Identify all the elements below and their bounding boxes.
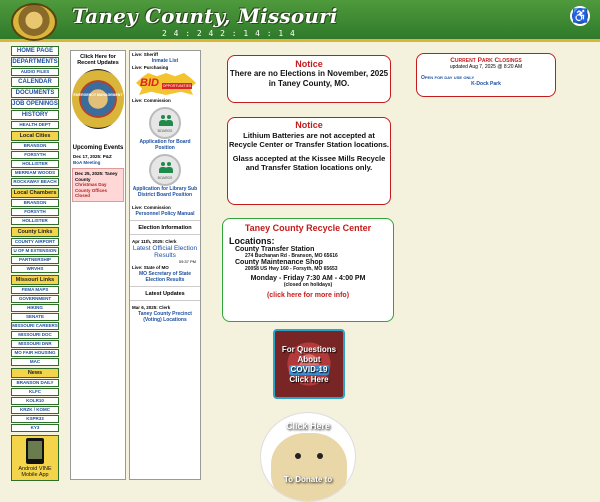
sheriff-label: Live: Sheriff [132,52,159,57]
recycle-hours: Monday - Friday 7:30 AM - 4:00 PM [250,275,366,282]
missouri-link[interactable]: MISSOURI DOC [11,331,59,339]
site-header [0,0,600,42]
site-title[interactable]: Taney County, Missouri [72,4,338,28]
event-item[interactable] [72,168,124,202]
city-link[interactable]: FORSYTH [11,151,59,159]
chamber-link[interactable]: BRANSON [11,199,59,207]
recycle-title: Taney County Recycle Center [244,223,372,233]
recycle-center-box[interactable] [222,218,394,322]
covid-info-button[interactable] [273,329,345,399]
donate-line: Click Here [285,421,331,431]
phone-icon [26,438,44,464]
bid-band: OPPORTUNITIES [162,84,192,88]
missouri-link[interactable]: GOVERNMENT [11,295,59,303]
county-link[interactable]: WRVHS [11,265,59,273]
news-link[interactable]: KSPR33 [11,415,59,423]
nav-jobs[interactable]: JOB OPENINGS [12,101,58,107]
election-notice [227,55,391,103]
nav-audio[interactable]: AUDIO FILES [11,68,59,76]
dog-eye [317,453,323,459]
emergency-management-seal-icon[interactable] [72,69,124,129]
event-title[interactable]: Christmas Day County Offices Closed [75,182,108,198]
location-name: County Maintenance Shop [235,259,323,266]
battery-notice [227,117,391,205]
missouri-links-heading: Missouri Links [11,275,59,285]
news-heading: News [11,368,59,378]
live-column [129,50,201,480]
state-results-link[interactable]: MO Secretary of State Election Results [139,271,191,283]
county-link[interactable]: U OF M EXTENSION [11,247,59,255]
missouri-link[interactable]: HIKING [11,304,59,312]
news-link[interactable]: BRANSON DAILY [11,379,59,387]
covid-line: About [297,355,321,364]
nav-history[interactable]: HISTORY [11,110,59,120]
upcoming-events-heading: Upcoming Events [72,145,124,151]
accessibility-icon[interactable]: ♿ [570,6,590,26]
election-info-heading: Election Information [130,220,200,235]
election-time: 09:37 PM [178,259,196,264]
event-item[interactable] [71,152,125,167]
recycle-closed-note: (closed on holidays) [283,282,333,288]
ema-seal-text: EMERGENCY MANAGEMENT [73,93,123,97]
election-results-link[interactable]: Latest Official Election Results [132,245,198,259]
missouri-link[interactable]: SENATE [11,313,59,321]
missouri-link[interactable]: MISSOURI DNR [11,340,59,348]
recent-updates-link[interactable]: Click Here for Recent Updates [77,54,119,66]
update-date: Mar 6, 2025: Clerk [132,305,171,310]
notice-body: Lithium Batteries are not accepted at Recycle Center or Transfer Station locations. [228,130,390,149]
city-link[interactable]: BRANSON [11,142,59,150]
clock-readout: 2 4 : 2 4 2 : 1 4 : 1 4 [162,29,296,38]
news-link[interactable]: KLFC [11,388,59,396]
bid-opportunities-banner[interactable] [132,73,198,95]
boards-icon-text: BOARDS [157,176,173,180]
locations-heading: Locations: [229,236,275,246]
location-name: County Transfer Station [235,246,315,253]
notice-title: Notice [295,120,323,130]
nav-departments[interactable]: DEPARTMENTS [12,59,58,65]
city-link[interactable]: MERRIAM WOODS [11,169,59,177]
purchasing-label: Live: Purchasing [132,65,169,70]
library-board-application-link[interactable]: Application for Library Sub District Board Position [132,186,198,198]
main-nav [11,46,59,129]
missouri-link[interactable]: MAC [11,358,59,366]
nav-health[interactable]: HEALTH DEPT [11,121,59,129]
notice-body: Glass accepted at the Kissee Mills Recycle and Transfer Station locations only. [232,153,386,172]
recycle-more-info-link[interactable]: (click here for more info) [266,292,350,299]
event-date: Dec 17, 2025: P&Z [73,154,112,159]
election-date: Apr 11th, 2025: Clerk [132,239,177,244]
missouri-link[interactable]: FEMA MAPS [11,286,59,294]
inmate-list-link[interactable]: Inmate List [151,58,179,64]
news-link[interactable]: KOLR10 [11,397,59,405]
notice-body: There are no Elections in November, 2025 in Taney County, MO. [229,69,389,88]
park-open-day-use: Open for day use only [421,75,475,81]
chamber-link[interactable]: FORSYTH [11,208,59,216]
chamber-link[interactable]: HOLLISTER [11,217,59,225]
state-label: Live: State of MO [132,265,169,270]
donate-shelter-button[interactable] [260,412,356,502]
nav-calendar[interactable]: CALENDAR [11,77,59,87]
event-title[interactable]: BoA Meeting [73,159,101,165]
precinct-locations-link[interactable]: Taney County Precinct (Voting) Locations [138,311,192,323]
people-icon [159,115,172,126]
local-cities-heading: Local Cities [11,131,59,141]
nav-documents[interactable]: DOCUMENTS [11,88,59,98]
updates-column [70,50,126,480]
donate-line: To Donate to [283,475,333,484]
news-link[interactable]: KRZK / KOMC [11,406,59,414]
city-link[interactable]: HOLLISTER [11,160,59,168]
event-date: Dec 25, 2025: Taney County [75,171,118,182]
nav-home[interactable]: HOME PAGE [11,46,59,56]
dog-eye [295,453,301,459]
missouri-link[interactable]: MISSOURI CAREERS [12,323,58,328]
county-seal-icon[interactable] [11,3,57,41]
board-application-link[interactable]: Application for Board Position [139,139,191,151]
location-address: 20058 US Hwy 160 - Forsyth, MO 65653 [245,266,338,272]
park-closings-title[interactable]: Current Park Closings [450,57,522,64]
county-link[interactable]: PARTNERSHIP [11,256,59,264]
dog-image [271,433,347,502]
park-updated: updated Aug 7, 2025 @ 8:20 AM [449,64,523,70]
vine-app-link[interactable] [11,435,59,481]
latest-updates-heading: Latest Updates [130,286,200,301]
notice-title: Notice [295,59,323,69]
covid-line: COVID-19 [290,365,328,374]
location-address: 274 Buchanan Rd - Branson, MO 65616 [245,253,338,259]
boards-icon[interactable] [149,154,181,186]
park-name-link[interactable]: K-Dock Park [471,81,501,87]
policy-label: Live: Commission [132,205,171,210]
bid-word: BID [140,77,159,89]
people-icon [159,162,172,173]
covid-line: For Questions [281,345,337,354]
news-link[interactable]: KY3 [11,424,59,432]
covid-line: Click Here [289,375,329,384]
park-closings-box [416,53,556,97]
personnel-policy-link[interactable]: Personnel Policy Manual [135,211,195,217]
missouri-link[interactable]: MO FAIR HOUSING [11,349,59,357]
county-links-heading: County Links [11,227,59,237]
vine-app-label: Android VINE Mobile App [18,466,52,478]
commission-label: Live: Commission [132,98,171,103]
city-link[interactable]: ROCKAWAY BEACH [11,178,59,186]
chambers-heading: Local Chambers [11,188,59,198]
boards-icon-text: BOARDS [157,129,173,133]
boards-icon[interactable] [149,107,181,139]
left-nav [11,46,59,480]
county-link[interactable]: COUNTY AIRPORT [11,238,59,246]
